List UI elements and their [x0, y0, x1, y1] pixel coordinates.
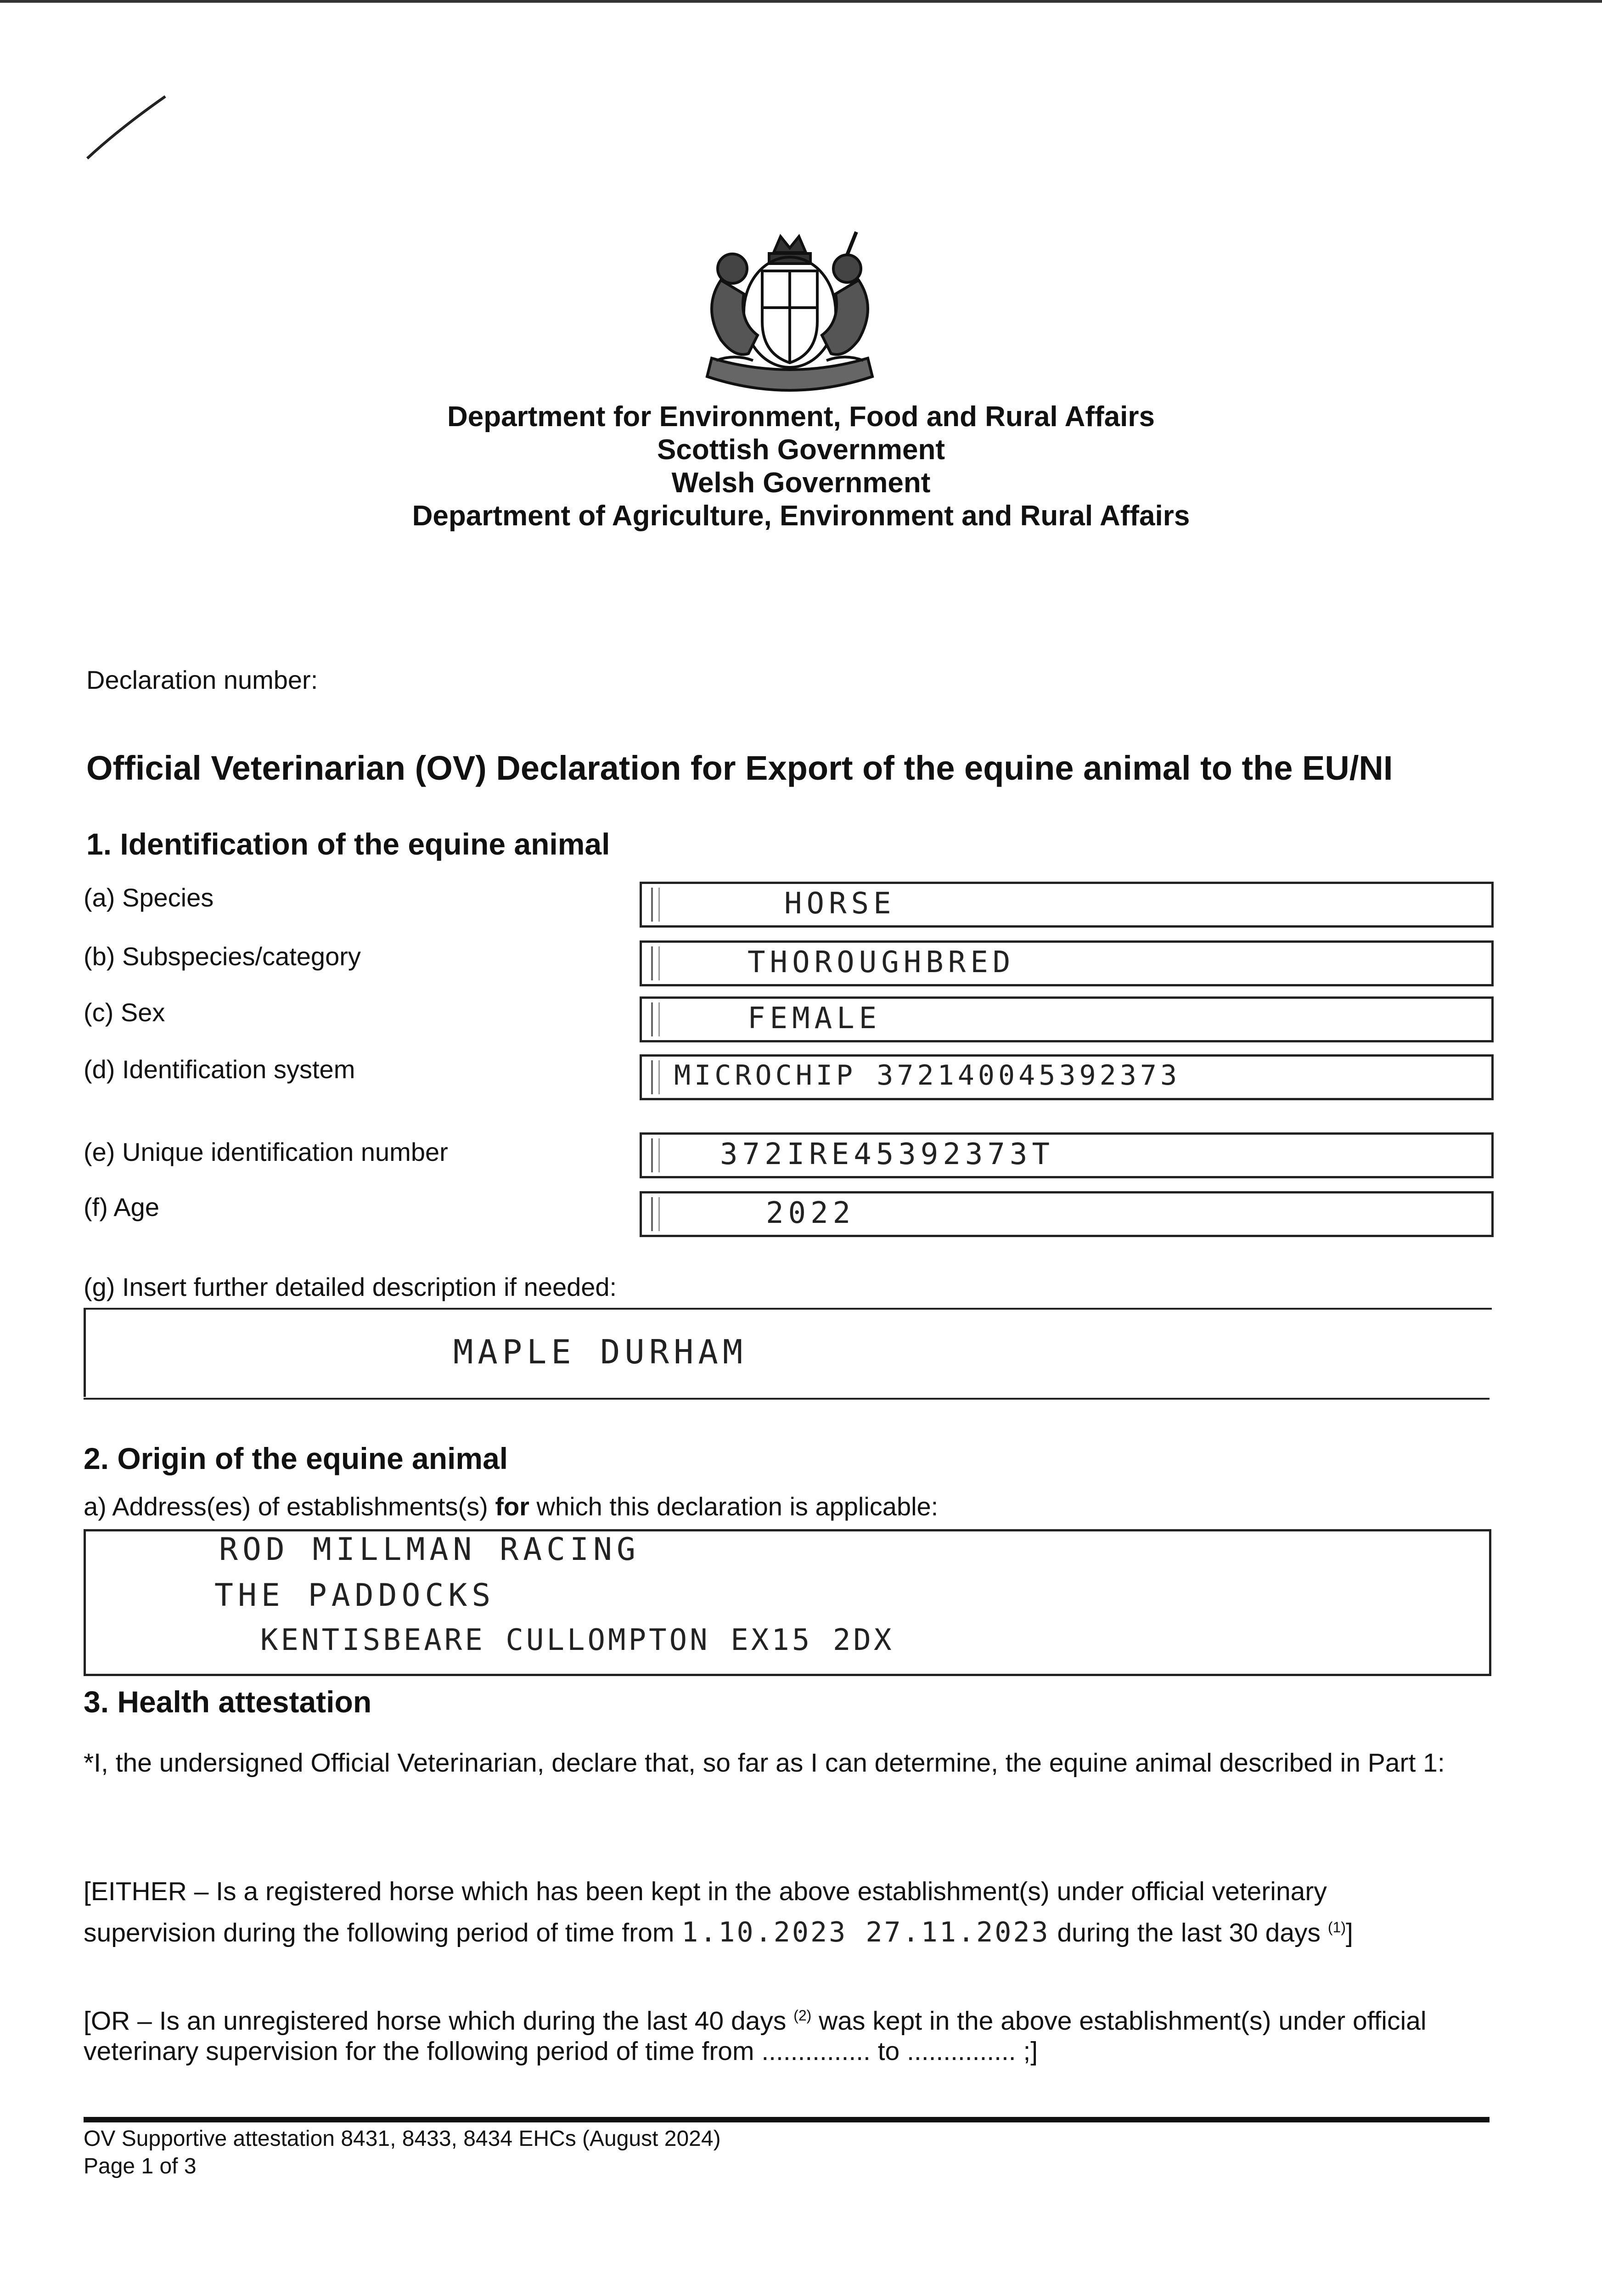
header-line-defra: Department for Environment, Food and Rural Affairs: [447, 401, 1155, 433]
identification-system-value: MICROCHIP 372140045392373: [674, 1059, 1181, 1092]
or-line-1-post: was kept in the above establishment(s) under official: [819, 2006, 1427, 2036]
header-line-scottish-gov: Scottish Government: [657, 434, 945, 466]
address-label-pre: a) Address(es) of establishments(s): [84, 1492, 495, 1521]
either-line-1: [EITHER – Is a registered horse which has been kept in the above establishment(s) under official veterinary: [84, 1877, 1327, 1906]
species-value: HORSE: [784, 887, 896, 921]
address-line-3: KENTISBEARE CULLOMPTON EX15 2DX: [260, 1623, 894, 1657]
species-field[interactable]: [640, 882, 1494, 928]
royal-crest-icon: [689, 225, 891, 400]
health-intro: *I, the undersigned Official Veterinarian, declare that, so far as I can determine, the equine animal described in Part 1:: [84, 1748, 1445, 1778]
sex-value: FEMALE: [748, 1002, 882, 1035]
or-line-1: [84, 1998, 1498, 2039]
address-line-2: THE PADDOCKS: [214, 1577, 495, 1614]
address-line-1: ROD MILLMAN RACING: [219, 1531, 640, 1568]
footer-rule: [84, 2117, 1490, 2122]
either-dates[interactable]: 1.10.2023 27.11.2023: [681, 1916, 1050, 1948]
address-label: [84, 1491, 938, 1521]
or-line-2: veterinary supervision for the following period of time from ............... to ............... ;]: [84, 2037, 1038, 2066]
declaration-number-label: Declaration number:: [86, 665, 318, 694]
unique-id-value: 372IRE45392373T: [720, 1137, 1054, 1171]
description-box[interactable]: [84, 1308, 1492, 1397]
page-title: Official Veterinarian (OV) Declaration for Export of the equine animal to the EU/NI: [86, 749, 1393, 787]
sex-label: (c) Sex: [84, 998, 165, 1027]
description-value: MAPLE DURHAM: [453, 1333, 748, 1371]
identification-system-field[interactable]: [640, 1054, 1494, 1100]
field-marker: [651, 1002, 660, 1036]
pen-stroke-mark: [83, 87, 174, 165]
species-label: (a) Species: [84, 883, 214, 912]
unique-id-label: (e) Unique identification number: [84, 1137, 448, 1166]
subspecies-value: THOROUGHBRED: [748, 945, 1015, 979]
description-label: (g) Insert further detailed description if needed:: [84, 1272, 617, 1301]
either-line-2-pre: supervision during the following period of time from: [84, 1918, 675, 1947]
identification-system-label: (d) Identification system: [84, 1055, 355, 1084]
field-marker: [651, 888, 660, 922]
either-footnote: (1): [1327, 1919, 1346, 1936]
or-line-1-pre: [OR – Is an unregistered horse which during the last 40 days: [84, 2006, 787, 2036]
either-line-2-post: during the last 30 days: [1057, 1918, 1321, 1947]
header-line-welsh-gov: Welsh Government: [671, 467, 931, 499]
section2-heading: 2. Origin of the equine animal: [84, 1441, 508, 1475]
field-marker: [651, 1197, 660, 1231]
either-line-2: supervision during the following period of time from 1.10.2023 27.11.2023 during the last 30 days $^{(1)}$]: [84, 1916, 1353, 1948]
age-label: (f) Age: [84, 1193, 159, 1221]
footer-page-number: Page 1 of 3: [84, 2154, 197, 2178]
description-bottom-rule: [84, 1398, 1490, 1400]
age-field[interactable]: [640, 1191, 1494, 1237]
section1-heading: 1. Identification of the equine animal: [86, 827, 610, 861]
address-label-post: which this declaration is applicable:: [529, 1492, 939, 1521]
subspecies-field[interactable]: [640, 940, 1494, 986]
field-marker: [651, 1138, 660, 1172]
subspecies-label: (b) Subspecies/category: [84, 942, 361, 971]
field-marker: [651, 946, 660, 980]
address-box[interactable]: [84, 1529, 1491, 1676]
sex-field[interactable]: [640, 996, 1494, 1042]
scan-top-edge: [0, 0, 1602, 3]
age-value: 2022: [766, 1196, 855, 1230]
field-marker: [651, 1060, 660, 1094]
address-label-bold: for: [495, 1492, 529, 1521]
header-line-daera: Department of Agriculture, Environment and Rural Affairs: [412, 500, 1190, 532]
unique-id-field[interactable]: [640, 1132, 1494, 1178]
or-footnote: (2): [793, 2007, 812, 2024]
footer-attestation: OV Supportive attestation 8431, 8433, 8434 EHCs (August 2024): [84, 2127, 721, 2151]
section3-heading: 3. Health attestation: [84, 1685, 372, 1719]
